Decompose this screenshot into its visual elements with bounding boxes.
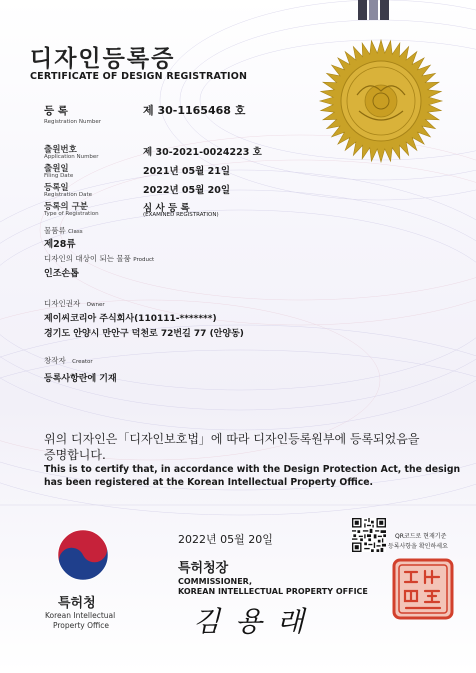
registration-date: 2022년 05월 20일: [143, 185, 231, 196]
class-value: 제28류: [44, 239, 76, 250]
commissioner-signature: 김 용 래: [193, 605, 307, 638]
product-value: 인조손톱: [44, 269, 79, 279]
statement-en-line1: This is to certify that, in accordance with the Design Protection Act, the design: [44, 464, 461, 475]
issue-date: 2022년 05월 20일: [178, 533, 273, 546]
registration-type-en: (EXAMINED REGISTRATION): [143, 212, 219, 218]
commissioner-ko: 특허청장: [178, 561, 229, 576]
registration-label-en: Registration Number: [44, 119, 102, 125]
registration-type: 심 사 등 록: [143, 203, 190, 214]
owner-label-en: Owner: [86, 302, 105, 308]
registration-date-label-en: Registration Date: [44, 192, 93, 198]
statement-en-line2: has been registered at the Korean Intellectual Property Office.: [44, 477, 374, 488]
class-label: [44, 225, 83, 236]
office-name-en-line1: Korean Intellectual: [45, 611, 116, 620]
creator-label-ko: 창작자: [44, 356, 66, 365]
certificate-title: 디자인등록증: [30, 46, 176, 72]
product-label-ko: 디자인의 대상이 되는 물품: [44, 254, 131, 263]
registration-date-label: 등록일: [44, 183, 69, 193]
owner-label: [44, 298, 105, 309]
statement-ko-line2: 증명합니다.: [44, 448, 106, 462]
filing-date-label: 출원일: [44, 164, 69, 174]
gold-seal-icon: [318, 38, 444, 164]
type-label: 등록의 구분: [44, 202, 89, 212]
filing-date: 2021년 05월 21일: [143, 166, 231, 177]
registration-label: 등 록: [44, 105, 68, 117]
ribbon-left: [358, 0, 367, 20]
commissioner-en-line1: COMMISSIONER,: [178, 577, 253, 586]
office-name-en-line2: Property Office: [53, 621, 110, 630]
owner-label-ko: 디자인권자: [44, 299, 81, 308]
ribbon-middle: [369, 0, 378, 20]
application-label-en: Application Number: [44, 154, 99, 160]
class-label-ko: 물품류: [44, 226, 66, 235]
ribbon-right: [380, 0, 389, 20]
official-stamp-icon: [392, 558, 454, 620]
office-name-ko: 특허청: [58, 596, 96, 611]
filing-date-label-en: Filing Date: [44, 173, 74, 179]
kipo-taeguk-logo-icon: [55, 527, 111, 583]
qr-note-line2: 등록사항을 확인하세요: [388, 543, 448, 550]
statement-ko-line1: 위의 디자인은「디자인보호법」에 따라 디자인등록원부에 등록되었음을: [44, 432, 420, 446]
product-label-en: Product: [133, 257, 155, 263]
creator-label: [44, 355, 93, 366]
creator-label-en: Creator: [72, 359, 93, 365]
commissioner-en-line2: KOREAN INTELLECTUAL PROPERTY OFFICE: [178, 587, 368, 596]
creator-value: 등록사항란에 기재: [44, 374, 117, 384]
owner-address: 경기도 안양시 만안구 덕천로 72번길 77 (안양동): [44, 329, 244, 339]
certificate-subtitle: CERTIFICATE OF DESIGN REGISTRATION: [30, 71, 248, 82]
owner-name: 제이씨코리아 주식회사(110111-*******): [44, 314, 217, 324]
type-label-en: Type of Registration: [44, 211, 99, 217]
product-label: [44, 253, 154, 264]
application-label: 출원번호: [44, 145, 77, 155]
qr-code-icon[interactable]: [352, 518, 386, 552]
application-number: 제 30-2021-0024223 호: [143, 147, 262, 158]
registration-number: 제 30-1165468 호: [143, 104, 246, 117]
qr-note-line1: QR코드로 현재기준: [395, 533, 447, 540]
class-label-en: Class: [68, 229, 83, 235]
